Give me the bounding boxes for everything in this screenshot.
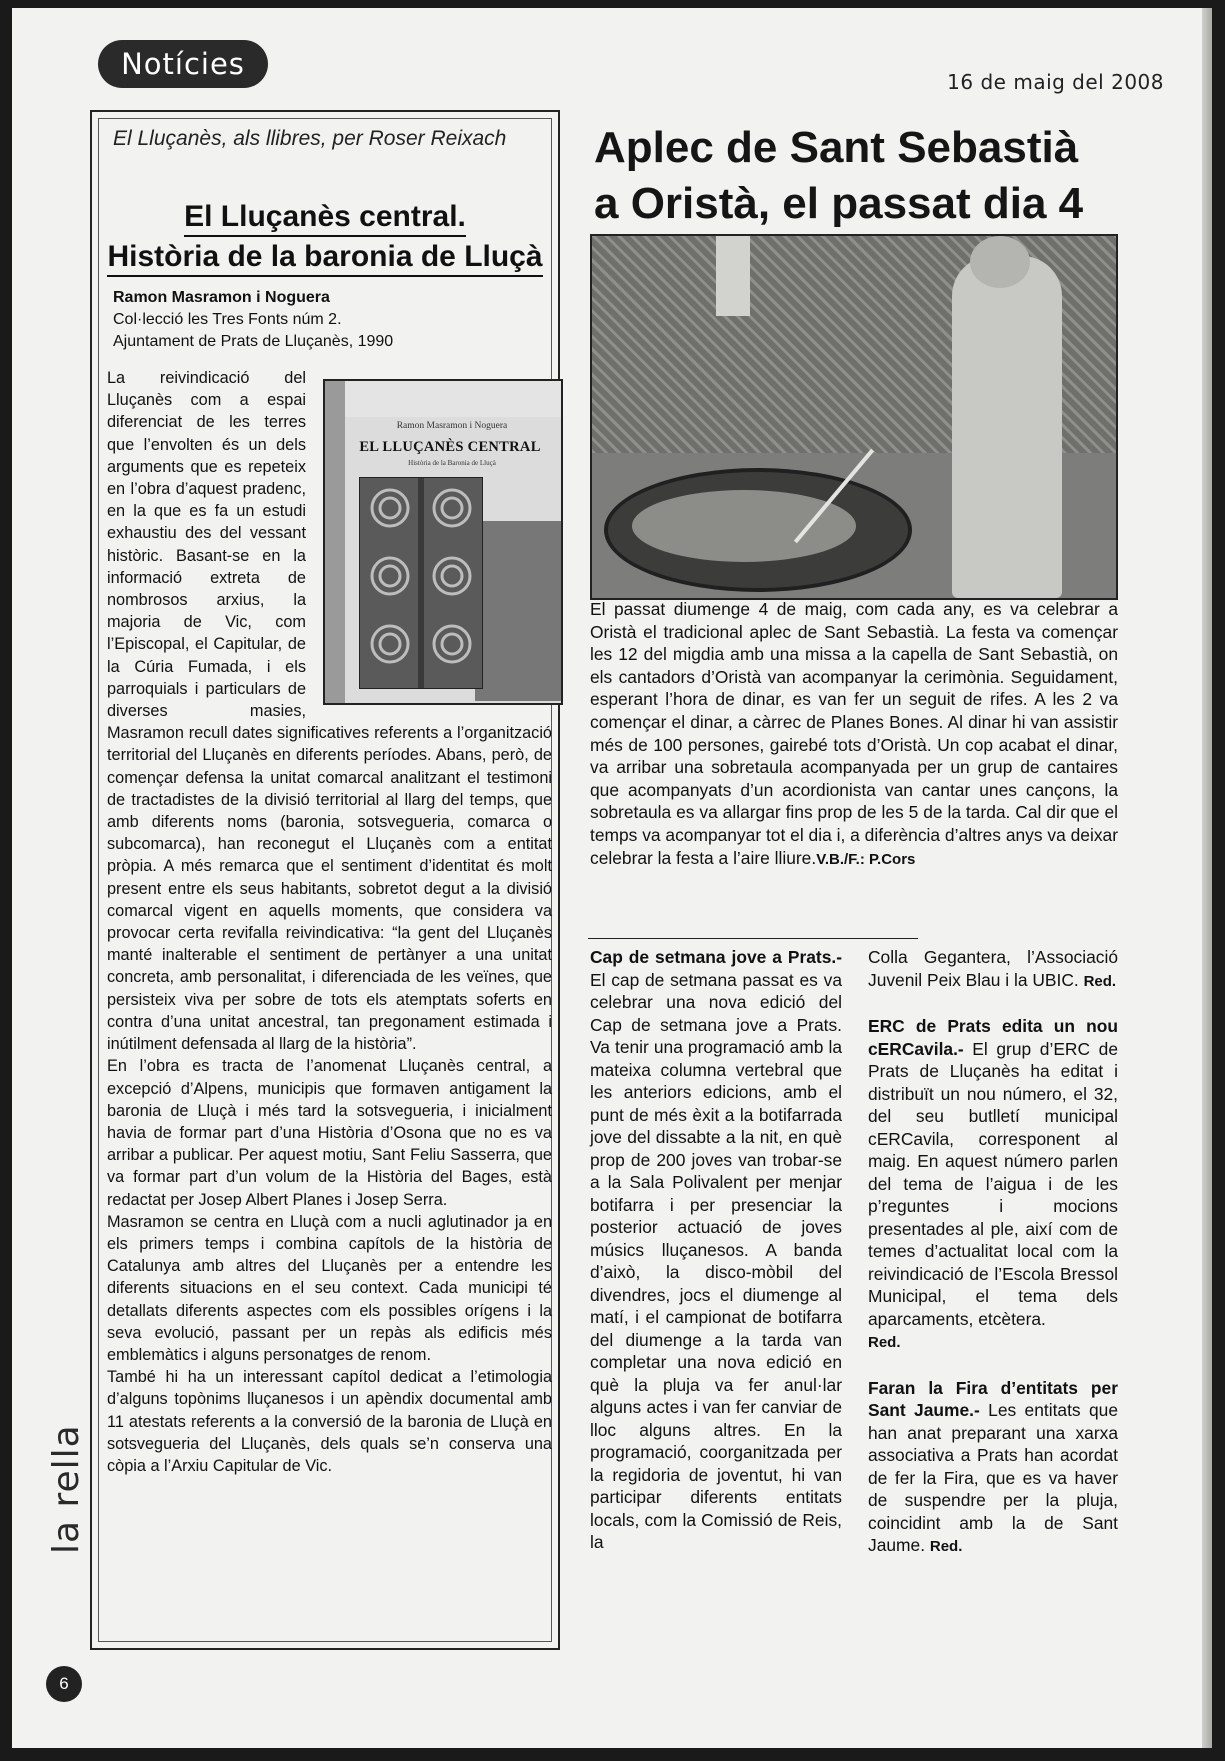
brief-body: El grup d’ERC de Prats de Lluçanès ha editat i distribuït un nou número, el 32, del seu butlletí municipal cERCavila, corresponent al maig. En aquest número parlen del tema de l’aigua i de les p’reguntes i mocions presentades al ple, així com de temes d’actualitat local com la reivindicació de l’Escola Bressol Municipal, el tema dels aparcaments, etcètera.	[868, 1038, 1118, 1329]
brief-column-left	[590, 946, 842, 1576]
brief-signature: Red.	[868, 1334, 901, 1351]
book-collection: Col·lecció les Tres Fonts núm 2.	[113, 311, 342, 328]
brief-fira	[868, 1377, 1118, 1559]
page-edge	[1202, 8, 1212, 1748]
book-publisher: Ajuntament de Prats de Lluçanès, 1990	[113, 333, 394, 350]
book-review-box	[90, 110, 560, 1650]
brief-erc	[868, 1015, 1118, 1355]
divider-rule	[588, 938, 918, 939]
book-title-line1: El Lluçanès central.	[184, 199, 466, 237]
main-story-text: El passat diumenge 4 de maig, com cada any, es va celebrar a Oristà el tradicional aplec de Sant Sebastià. La festa va començar les 12 del migdia amb una missa a la capella de Sant Sebastià, on els cantadors d’Oristà van acompanyar la cerimònia. Seguidament, esperant l’hora de dinar, es van fer un seguit de rifes. A les 2 va començar el dinar, a càrrec de Planes Bones. Al dinar hi van assistir més de 100 persones, gairebé tots d’Oristà. Un cop acabat el dinar, va arribar una sobretaula acompanyada per un grup de cantaires que acompanyats d’un acordionista van cantar unes cançons, la sobretaula es va allargar fins prop de les 5 de la tarda. Cal dir que el temps va acompanyar tot el dia i, a diferència d’altres anys va deixar celebrar la festa a l’aire lliure.	[590, 599, 1118, 868]
brief-signature: Red.	[929, 1538, 963, 1555]
brief-signature: Red.	[1083, 972, 1117, 990]
review-body	[107, 367, 552, 1477]
cook-head	[970, 236, 1030, 288]
photo-credit: V.B./F.: P.Cors	[816, 850, 916, 868]
newspaper-page	[12, 8, 1212, 1748]
book-author: Ramon Masramon i Noguera	[113, 289, 330, 306]
brief-body: Les entitats que han anat preparant una xarxa associativa a Prats han acordat de fer la Fira, que es va haver de suspendre per la pluja, coincidint amb la de Sant Jaume.	[868, 1400, 1118, 1555]
cover-title: EL LLUÇANÈS CENTRAL	[359, 439, 541, 455]
review-paragraph: En l’obra es tracta de l’anomenat Lluçanès central, a excepció d’Alpens, municipis que formaven antigament la baronia de Lluçà i més tard la sotsvegueria, i inicialment havia de formar part d’una Història d’Osona que no es va arribar a publicar. Per aquest motiu, Sant Feliu Sasserra, que va formar part d’un volum de la Història del Bages, està redactat per Josep Albert Planes i Josep Serra.	[107, 1057, 552, 1209]
magazine-name: la rella	[46, 1424, 87, 1554]
brief-body: El cap de setmana passat es va celebrar una nova edició del Cap de setmana jove a Prats. Va tenir una programació amb la mateixa columna vertebral que les anteriors edicions, amb el punt de més èxit a la botifarrada jove del dissabte a la nit, en què prop de 200 joves van trobar-se a la Sala Polivalent per menjar botifarra i per presenciar la posterior actuació de joves músics lluçanesos. A banda d’això, la disco-mòbil del divendres, jocs el diumenge al matí, i el campionat de botifarra del diumenge a la tarda van completar una nova edició en què la pluja va fer anul·lar alguns actes i van fer canviar de lloc alguns altres. En la programació, coorganitzada per la regidoria de joventut, hi van participar diferents entitats locals, com la Comissió de Reis, la	[590, 969, 842, 1552]
paella-food	[632, 490, 856, 562]
brief-column-right	[868, 946, 1118, 1581]
headline-line1: Aplec de Sant Sebastià	[594, 123, 1079, 172]
page-number: 6	[46, 1666, 82, 1702]
cover-author: Ramon Masramon i Noguera	[396, 421, 508, 431]
book-title	[99, 197, 551, 277]
cover-spacer	[316, 367, 556, 703]
brief-body: Colla Gegantera, l’Associació Juvenil Peix Blau i la UBIC.	[868, 947, 1118, 990]
brief-lead: Faran la Fira d’entitats per Sant Jaume.-	[868, 1377, 1118, 1420]
brief-lead: ERC de Prats edita un nou cERCavila.-	[868, 1016, 1118, 1059]
section-badge: Notícies	[98, 40, 268, 88]
cover-subtitle: Història de la Baronia de Lluçà	[408, 459, 496, 467]
headline-line2: a Oristà, el passat dia 4	[594, 179, 1084, 228]
book-title-line2: Història de la baronia de Lluçà	[107, 239, 542, 277]
main-story-body	[590, 598, 1118, 871]
review-kicker: El Lluçanès, als llibres, per Roser Reixach	[113, 127, 507, 150]
brief-cap-setmana	[590, 946, 842, 1554]
cook-figure	[952, 256, 1062, 598]
brief-cap-setmana-continued	[868, 946, 1118, 993]
review-paragraph: Masramon se centra en Lluçà com a nucli aglutinador ja en els primers temps i combina capítols de la història de Catalunya amb altres del Lluçanès per a entendre les diferents situacions en el seu context. Cada municipi té detallats diferents aspectes com els possibles orígens i la seva evolució, passant per un repàs als edificis més emblemàtics i alguns personatges de renom.	[107, 1212, 552, 1364]
review-paragraph: També hi ha un interessant capítol dedicat a l’etimologia d’alguns topònims lluçanesos i un apèndix documental amb 11 atestats referents a la conversió de la baronia de Lluçà en sotsvegueria del Lluçanès, dels quals se’n conserva una còpia a l’Arxiu Capitular de Vic.	[107, 1368, 552, 1475]
issue-date: 16 de maig del 2008	[947, 70, 1164, 94]
aplec-photo	[590, 234, 1118, 600]
book-metadata	[113, 287, 537, 353]
brief-lead: Cap de setmana jove a Prats.-	[590, 947, 842, 967]
main-headline	[594, 120, 1114, 232]
book-review-inner	[98, 118, 552, 1642]
review-paragraph: La reivindicació del Lluçanès com a espai diferenciat de les terres que l’envolten és un dels arguments que es repeteix en l’obra d’aquest pradenc, en la que es fa un estudi exhaustiu des del vessant històric. Basant-se en la informació extreta de nombrosos arxius, la majoria de Vic, com l’Episcopal, el Capitular, de la Cúria Fumada, i els parroquials i particulars de diverses masies, Masramon recull dates significatives referents a l’organització territorial del Lluçanès en diferents períodes. Abans, però, de començar defensa la unitat comarcal analitzant el testimoni de tractadistes de la divisió territorial al llarg del temps, que amb diferents noms (baronia, sotsvegueria, comarca o subcomarca), han reconegut el Lluçanès com a entitat pròpia. A més remarca que el sentiment d’identitat és molt present entre els seus habitants, sobretot degut a la divisió comarcal vigent en aquells moments, que considera va provocar certa revifalla reivindicativa: “la gent del Lluçanès manté inalterable el sentiment de pertànyer a una unitat concreta, amb personalitat, i diferenciada de les veïnes, que persisteix viva per sobre de tots els atemptats soferts en contra d’una unitat ancestral, tan pregonament estimada i inútilment defensada al llarg de la història”.	[107, 369, 552, 1054]
umbrella-shape	[716, 236, 750, 316]
